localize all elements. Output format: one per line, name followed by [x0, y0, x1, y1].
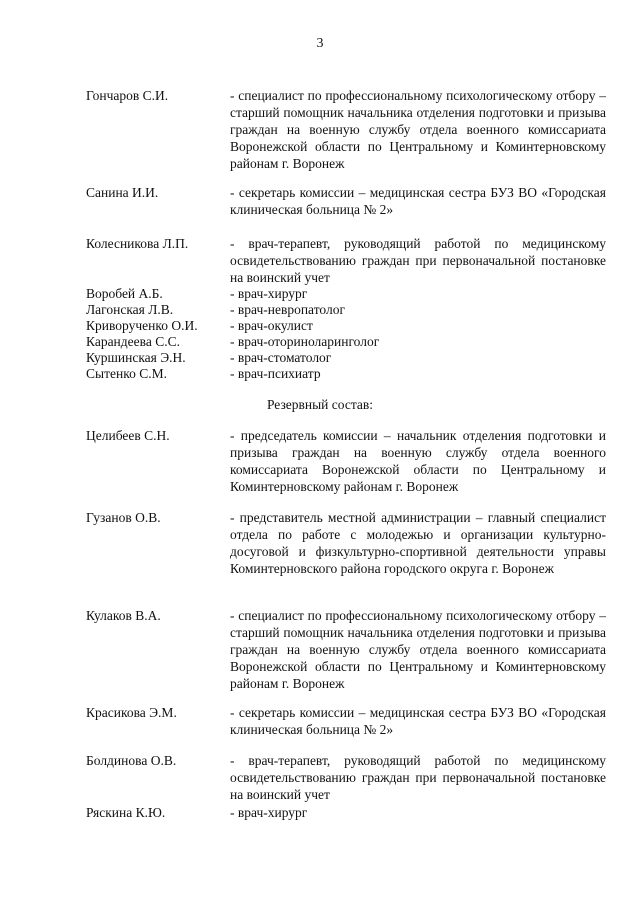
member-role: - секретарь комиссии – медицинская сестра БУЗ ВО «Городская клиническая больница № 2» — [230, 185, 606, 217]
member-role: - специалист по профессиональному психологическому отбору – старший помощник начальника отделения подготовки и призыва граждан на военную службу отдела военного комиссариата Воронежской области по Центральному и Коминтерновскому районам г. Воронеж — [230, 88, 606, 171]
member-role: - врач-стоматолог — [230, 350, 332, 365]
member-role: - представитель местной администрации – главный специалист отдела по работе с молодежью и организации культурно-досуговой и физкультурно-спортивной деятельности управы Коминтерновского района городского округа г. Воронеж — [230, 510, 606, 576]
member-name: Куршинская Э.Н. — [86, 350, 186, 365]
member-role: - врач-психиатр — [230, 366, 321, 381]
member-role: - врач-терапевт, руководящий работой по медицинскому освидетельствованию граждан при первоначальной постановке на воинский учет — [230, 236, 606, 285]
member-name: Кулаков В.А. — [86, 608, 161, 623]
member-role: - врач-невропатолог — [230, 302, 346, 317]
member-role: - врач-терапевт, руководящий работой по медицинскому освидетельствованию граждан при первоначальной постановке на воинский учет — [230, 753, 606, 802]
member-name: Воробей А.Б. — [86, 286, 163, 301]
member-name: Красикова Э.М. — [86, 705, 177, 720]
member-name: Ряскина К.Ю. — [86, 805, 166, 820]
section-title-reserve: Резервный состав: — [266, 397, 374, 412]
page-number: 3 — [316, 36, 324, 51]
member-name: Целибеев С.Н. — [86, 428, 170, 443]
member-name: Болдинова О.В. — [86, 753, 177, 768]
member-name: Лагонская Л.В. — [86, 302, 174, 317]
member-role: - врач-хирург — [230, 286, 308, 301]
member-name: Карандеева С.С. — [86, 334, 180, 349]
member-role: - специалист по профессиональному психологическому отбору – старший помощник начальника отделения подготовки и призыва граждан на военную службу отдела военного комиссариата Воронежской области по Центральному и Коминтерновскому районам г. Воронеж — [230, 608, 606, 691]
member-name: Криворученко О.И. — [86, 318, 198, 333]
member-role: - врач-оториноларинголог — [230, 334, 380, 349]
member-role: - секретарь комиссии – медицинская сестра БУЗ ВО «Городская клиническая больница № 2» — [230, 705, 606, 737]
member-name: Сытенко С.М. — [86, 366, 167, 381]
member-role: - врач-хирург — [230, 805, 308, 820]
member-role: - врач-окулист — [230, 318, 313, 333]
member-name: Гончаров С.И. — [86, 88, 169, 103]
member-role: - председатель комиссии – начальник отделения подготовки и призыва граждан на военную службу отдела военного комиссариата Воронежской области по Центральному и Коминтерновскому районам г. Воронеж — [230, 428, 606, 494]
member-name: Колесникова Л.П. — [86, 236, 189, 251]
member-name: Санина И.И. — [86, 185, 159, 200]
member-name: Гузанов О.В. — [86, 510, 161, 525]
